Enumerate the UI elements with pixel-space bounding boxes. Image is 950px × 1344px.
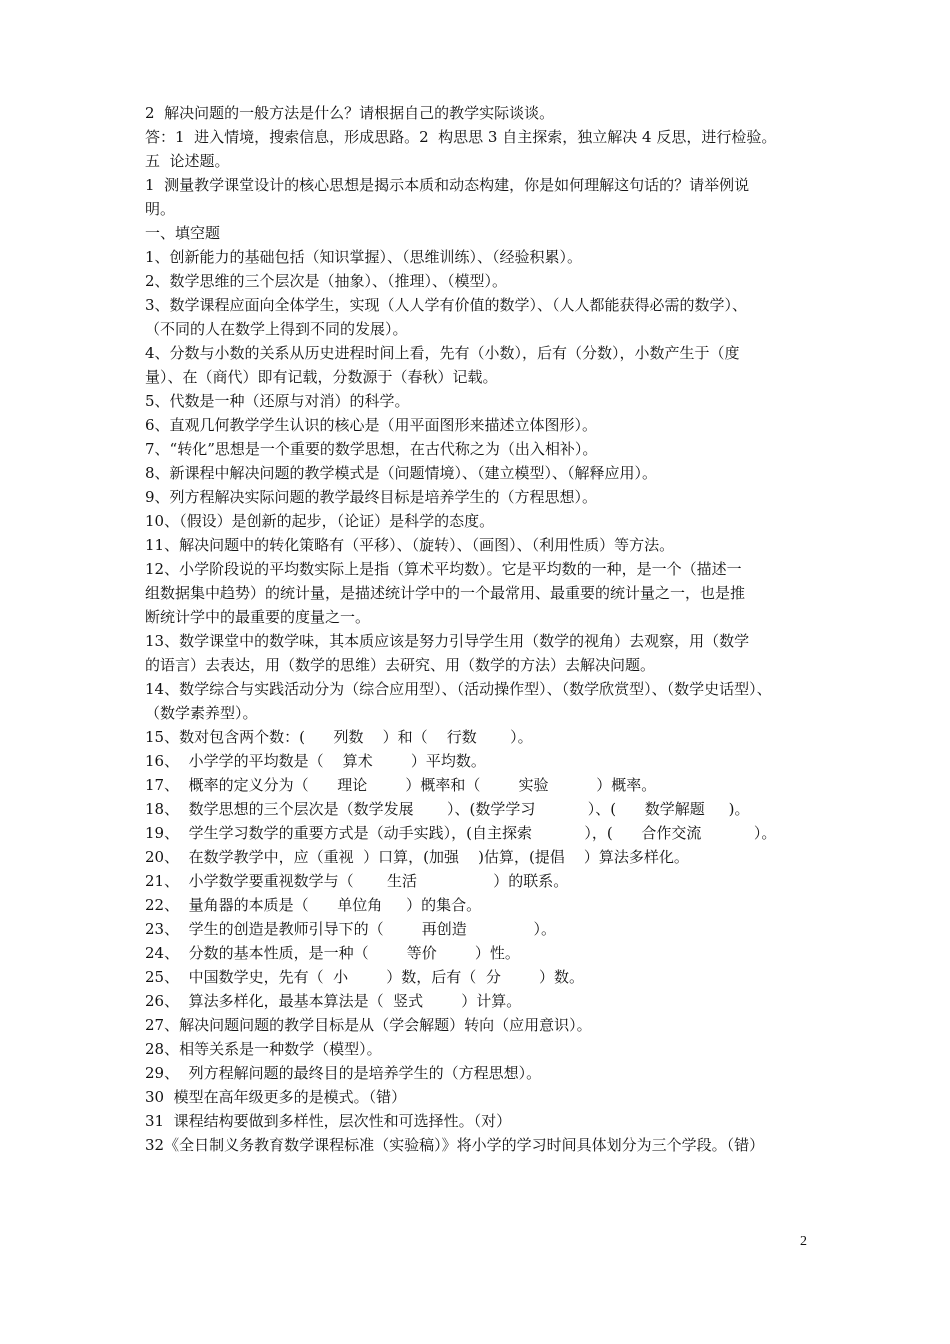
text-line: 12、小学阶段说的平均数实际上是指（算术平均数）。它是平均数的一种，是一个（描述一 [145, 560, 742, 578]
text-line: 4、分数与小数的关系从历史进程时间上看，先有（小数），后有（分数），小数产生于（度 [145, 344, 740, 362]
text-line: 24、 分数的基本性质，是一种（ 等价 ）性。 [145, 944, 520, 962]
text-line: 21、 小学数学要重视数学与（ 生活 ）的联系。 [145, 872, 569, 890]
text-line: 明。 [145, 200, 176, 218]
text-line: 25、 中国数学史，先有（ 小 ）数，后有（ 分 ）数。 [145, 968, 584, 986]
text-line: 22、 量角器的本质是（ 单位角 ）的集合。 [145, 896, 482, 914]
text-line: 6、直观几何教学学生认识的核心是（用平面图形来描述立体图形）。 [145, 416, 598, 434]
text-line: 13、数学课堂中的数学味，其本质应该是努力引导学生用（数学的视角）去观察，用（数学 [145, 632, 750, 650]
text-line: 答：1 进入情境，搜索信息，形成思路。2 构思思 3 自主探索，独立解决 4 反思，进行检验。 [145, 128, 777, 146]
text-line: 20、 在数学教学中，应（重视 ）口算，(加强 )估算，(提倡 ）算法多样化。 [145, 848, 689, 866]
text-line: 18、 数学思想的三个层次是（数学发展 ）、(数学学习 ）、( 数学解题 )。 [145, 800, 750, 818]
text-line: 的语言）去表达，用（数学的思维）去研究、用（数学的方法）去解决问题。 [145, 656, 656, 674]
text-line: 1、创新能力的基础包括（知识掌握）、（思维训练）、（经验积累）。 [145, 248, 583, 266]
text-line: 31 课程结构要做到多样性，层次性和可选择性。（对） [145, 1112, 512, 1130]
text-line: 组数据集中趋势）的统计量，是描述统计学中的一个最常用、最重要的统计量之一，也是推 [145, 584, 746, 602]
text-line: 15、数对包含两个数：( 列数 ）和（ 行数 ）。 [145, 728, 533, 746]
text-line: 1 测量教学课堂设计的核心思想是揭示本质和动态构建，你是如何理解这句话的？请举例说 [145, 176, 750, 194]
page-number: 2 [800, 1234, 807, 1249]
text-line: 3、数学课程应面向全体学生，实现（人人学有价值的数学）、（人人都能获得必需的数学）、 [145, 296, 748, 314]
text-line: 17、 概率的定义分为（ 理论 ）概率和（ 实验 ）概率。 [145, 776, 657, 794]
text-line: 16、 小学学的平均数是（ 算术 ）平均数。 [145, 752, 486, 770]
text-line: 19、 学生学习数学的重要方式是（动手实践），(自主探索 ），( 合作交流 ）。 [145, 824, 777, 842]
text-line: 26、 算法多样化，最基本算法是（ 竖式 ）计算。 [145, 992, 522, 1010]
text-line: 29、 列方程解问题的最终目的是培养学生的（方程思想）。 [145, 1064, 542, 1082]
text-line: 10、（假设）是创新的起步，（论证）是科学的态度。 [145, 512, 495, 530]
text-line: 8、新课程中解决问题的教学模式是（问题情境）、（建立模型）、（解释应用）。 [145, 464, 658, 482]
document-body [145, 101, 825, 1157]
text-line: （不同的人在数学上得到不同的发展）。 [145, 320, 408, 338]
text-line: 2、数学思维的三个层次是（抽象）、（推理）、（模型）。 [145, 272, 508, 290]
text-line: （数学素养型）。 [145, 704, 258, 722]
text-line: 30 模型在高年级更多的是模式。（错） [145, 1088, 407, 1106]
text-line: 28、相等关系是一种数学（模型）。 [145, 1040, 382, 1058]
text-line: 27、解决问题问题的教学目标是从（学会解题）转向（应用意识）。 [145, 1016, 592, 1034]
text-line: 9、列方程解决实际问题的教学最终目标是培养学生的（方程思想）。 [145, 488, 598, 506]
text-line: 五 论述题。 [145, 152, 230, 170]
text-line: 5、代数是一种（还原与对消）的科学。 [145, 392, 410, 410]
text-line: 断统计学中的最重要的度量之一。 [145, 608, 371, 626]
text-line: 一、填空题 [145, 224, 221, 242]
text-line: 7、“转化”思想是一个重要的数学思想，在古代称之为（出入相补）。 [145, 440, 598, 458]
text-line: 23、 学生的创造是教师引导下的（ 再创造 ）。 [145, 920, 557, 938]
text-line: 量）、在（商代）即有记载，分数源于（春秋）记载。 [145, 368, 498, 386]
text-line: 2 解决问题的一般方法是什么？请根据自己的教学实际谈谈。 [145, 104, 555, 122]
text-line: 11、解决问题中的转化策略有（平移）、（旋转）、（画图）、（利用性质）等方法。 [145, 536, 675, 554]
text-line: 14、数学综合与实践活动分为（综合应用型）、（活动操作型）、（数学欣赏型）、（数学史话型）、 [145, 680, 772, 698]
text-line: 32《全日制义务教育数学课程标准（实验稿）》将小学的学习时间具体划分为三个学段。（错） [145, 1136, 765, 1154]
